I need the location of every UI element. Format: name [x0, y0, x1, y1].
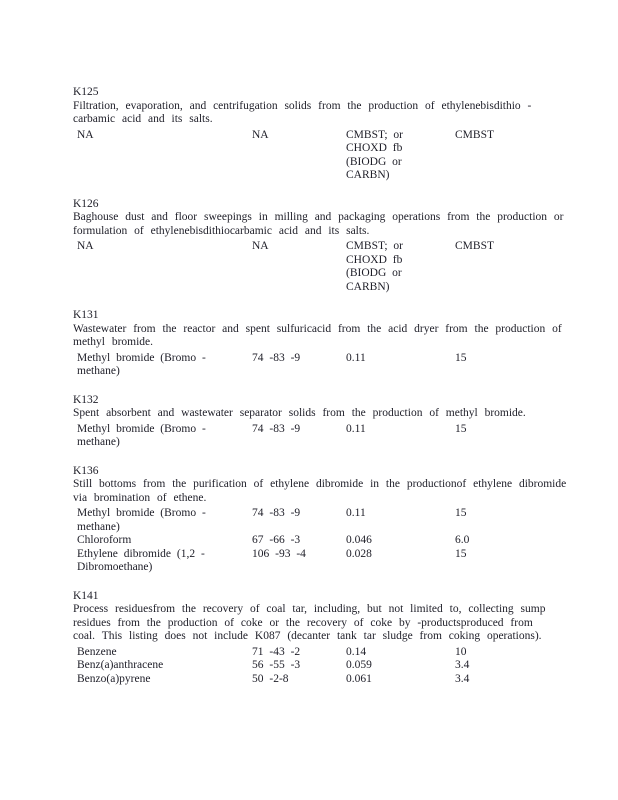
waste-description: [73, 100, 578, 127]
constituent-row: [73, 646, 578, 660]
text-line: Methyl bromide (Bromo -: [77, 507, 206, 519]
wastewater-standard-cell: 0.028: [346, 547, 372, 560]
constituent-name-cell: [77, 507, 252, 534]
text-line: (BIODG or: [346, 267, 402, 279]
waste-code: K126: [73, 197, 99, 210]
nonwastewater-standard-cell: 3.4: [455, 659, 470, 671]
constituent-name-cell: [77, 352, 252, 379]
nonwastewater-standard-cell: CMBST: [455, 240, 494, 252]
waste-description: [73, 323, 578, 350]
waste-code: K131: [73, 309, 99, 321]
text-line: residues from the production of coke or the recovery of coke by -productsproduced from: [73, 616, 533, 629]
nonwastewater-standard-cell: 15: [455, 547, 467, 560]
cas-number-cell: 50 -2-8: [252, 672, 289, 685]
text-line: Spent absorbent and wastewater separator solids from the production of methyl bromide.: [73, 407, 526, 419]
nonwastewater-standard-cell: CMBST: [455, 128, 494, 141]
waste-listing-section-k136: [73, 465, 578, 575]
waste-code: K132: [73, 393, 99, 406]
waste-description: [73, 478, 578, 505]
waste-description: [73, 603, 578, 644]
constituent-name-cell: Benzo(a)pyrene: [77, 672, 151, 685]
text-line: Methyl bromide (Bromo -: [77, 422, 206, 435]
waste-code: K125: [73, 86, 99, 98]
wastewater-standard-cell: 0.059: [346, 659, 372, 671]
text-line: Wastewater from the reactor and spent sulfuricacid from the acid dryer from the production of: [73, 322, 562, 335]
cas-number-cell: 74 -83 -9: [252, 351, 301, 364]
cas-number-cell: 56 -55 -3: [252, 659, 301, 671]
text-line: Dibromoethane): [77, 561, 153, 573]
text-line: carbamic acid and its salts.: [73, 113, 213, 125]
text-line: CARBN): [346, 280, 390, 293]
waste-description: [73, 407, 578, 421]
cas-number-cell: 74 -83 -9: [252, 422, 301, 435]
constituent-row: [73, 240, 578, 294]
waste-listing-section-k141: [73, 590, 578, 687]
text-line: Still bottoms from the purification of ethylene dibromide in the productionof ethylene dibromide: [73, 478, 567, 490]
constituent-name-cell: Benzene: [77, 645, 117, 658]
text-line: (BIODG or: [346, 155, 402, 168]
text-line: methyl bromide.: [73, 336, 154, 348]
constituent-row: [73, 534, 578, 548]
text-line: CMBST; or: [346, 240, 404, 252]
cas-number-cell: NA: [252, 128, 269, 141]
waste-code: K141: [73, 589, 99, 602]
cas-number-cell: 67 -66 -3: [252, 534, 301, 546]
text-line: CMBST; or: [346, 128, 404, 141]
constituent-row: [73, 352, 578, 379]
text-line: Filtration, evaporation, and centrifugation solids from the production of ethylenebisdithio -: [73, 99, 532, 112]
waste-listing-section-k132: [73, 394, 578, 450]
text-line: via bromination of ethene.: [73, 491, 207, 504]
text-line: CHOXD fb: [346, 253, 403, 266]
wastewater-standard-cell: 0.11: [346, 507, 366, 519]
constituent-row: [73, 507, 578, 534]
waste-listing-section-k131: [73, 309, 578, 379]
constituent-table: [73, 129, 578, 183]
text-line: Ethylene dibromide (1,2 -: [77, 547, 205, 560]
waste-description: [73, 211, 578, 238]
constituent-table: [73, 352, 578, 379]
nonwastewater-standard-cell: 15: [455, 422, 467, 435]
constituent-name-cell: [77, 548, 252, 575]
wastewater-standard-cell: [346, 129, 455, 183]
constituent-row: [73, 423, 578, 450]
constituent-row: [73, 129, 578, 183]
cas-number-cell: 71 -43 -2: [252, 645, 301, 658]
text-line: formulation of ethylenebisdithiocarbamic acid and its salts.: [73, 224, 370, 237]
cas-number-cell: 106 -93 -4: [252, 547, 306, 560]
constituent-name-cell: [77, 423, 252, 450]
wastewater-standard-cell: 0.14: [346, 645, 367, 658]
constituent-name-cell: Benz(a)anthracene: [77, 659, 164, 671]
wastewater-standard-cell: 0.11: [346, 351, 366, 364]
text-line: CARBN): [346, 169, 390, 181]
constituent-name-cell: NA: [77, 240, 94, 252]
nonwastewater-standard-cell: 6.0: [455, 534, 470, 546]
constituent-row: [73, 673, 578, 687]
constituent-name-cell: NA: [77, 128, 94, 141]
wastewater-standard-cell: 0.046: [346, 534, 372, 546]
constituent-name-cell: Chloroform: [77, 534, 132, 546]
text-line: methane): [77, 365, 120, 377]
constituent-table: [73, 646, 578, 687]
constituent-table: [73, 240, 578, 294]
text-line: CHOXD fb: [346, 142, 403, 154]
wastewater-standard-cell: 0.061: [346, 672, 372, 685]
nonwastewater-standard-cell: 3.4: [455, 672, 470, 685]
waste-listing-section-k126: [73, 198, 578, 295]
wastewater-standard-cell: [346, 240, 455, 294]
constituent-table: [73, 423, 578, 450]
nonwastewater-standard-cell: 15: [455, 351, 467, 364]
waste-code: K136: [73, 464, 99, 477]
text-line: Baghouse dust and floor sweepings in milling and packaging operations from the production or: [73, 211, 564, 223]
waste-listing-section-k125: [73, 86, 578, 183]
text-line: Methyl bromide (Bromo -: [77, 351, 206, 364]
text-line: coal. This listing does not include K087 (decanter tank tar sludge from coking operations).: [73, 630, 542, 642]
text-line: methane): [77, 520, 120, 533]
text-line: methane): [77, 436, 120, 448]
cas-number-cell: 74 -83 -9: [252, 507, 301, 519]
nonwastewater-standard-cell: 10: [455, 645, 467, 658]
text-line: Process residuesfrom the recovery of coal tar, including, but not limited to, collecting sump: [73, 603, 546, 615]
cas-number-cell: NA: [252, 240, 269, 252]
constituent-row: [73, 548, 578, 575]
wastewater-standard-cell: 0.11: [346, 422, 366, 435]
constituent-row: [73, 659, 578, 673]
nonwastewater-standard-cell: 15: [455, 507, 467, 519]
constituent-table: [73, 507, 578, 575]
